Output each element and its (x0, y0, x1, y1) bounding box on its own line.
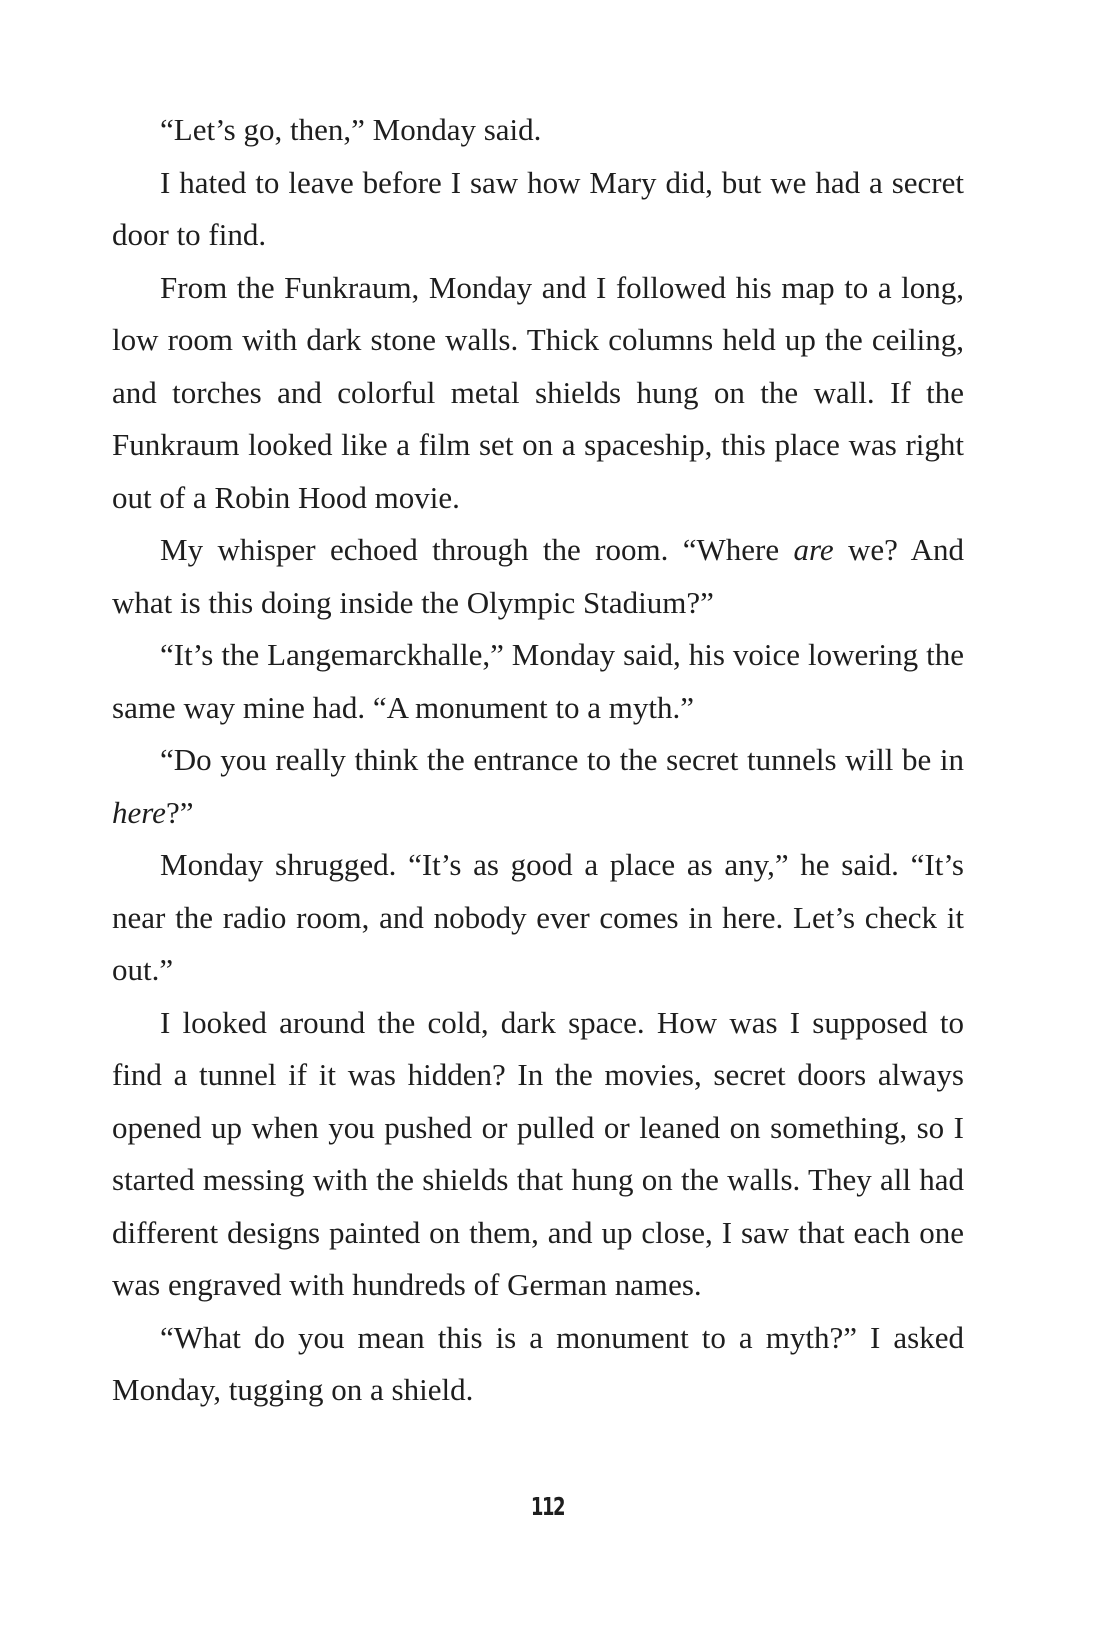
paragraph-8 (112, 997, 964, 1312)
paragraph-text: “What do you mean this is a monument to a myth?” I asked Monday, tugging on a shield. (112, 1319, 964, 1407)
paragraph-text: “It’s the Langemarckhalle,” Monday said, his voice lowering the same way mine had. “A monument to a myth.” (112, 637, 964, 725)
paragraph-3 (112, 262, 964, 525)
paragraph-text: “Let’s go, then,” Monday said. (160, 112, 542, 147)
paragraph-1 (112, 104, 964, 157)
paragraph-text: I hated to leave before I saw how Mary did, but we had a secret door to find. (112, 164, 964, 252)
page-number: 112 (530, 1492, 565, 1521)
paragraph-text: My whisper echoed through the room. “Where (160, 532, 794, 567)
paragraph-text: “Do you really think the entrance to the secret tunnels will be in (160, 742, 964, 777)
paragraph-2 (112, 157, 964, 262)
paragraph-4 (112, 524, 964, 629)
paragraph-9 (112, 1312, 964, 1417)
paragraph-text: From the Funkraum, Monday and I followed his map to a long, low room with dark stone walls. Thick columns held up the ceiling, and torches and colorful metal shields hung on the wall. If the Funkraum looked like a film set on a spaceship, this place was right out of a Robin Hood movie. (112, 269, 964, 515)
paragraph-6 (112, 734, 964, 839)
emphasis-text: are (793, 532, 834, 567)
paragraph-text: ?” (165, 794, 194, 830)
paragraph-text: I looked around the cold, dark space. How was I supposed to find a tunnel if it was hidden? In the movies, secret doors always opened up when you pushed or pulled or leaned on something, so I started messing with the shields that hung on the walls. They all had different designs painted on them, and up close, I saw that each one was engraved with hundreds of German names. (112, 1004, 964, 1302)
paragraph-text: Monday shrugged. “It’s as good a place as any,” he said. “It’s near the radio room, and nobody ever comes in here. Let’s check it out.” (112, 847, 964, 987)
paragraph-5 (112, 629, 964, 734)
emphasis-text: here (112, 794, 166, 830)
paragraph-7 (112, 839, 964, 997)
paragraph-text: we? And what is this doing inside the Olympic Stadium?” (112, 532, 964, 620)
body-text (112, 104, 964, 1417)
